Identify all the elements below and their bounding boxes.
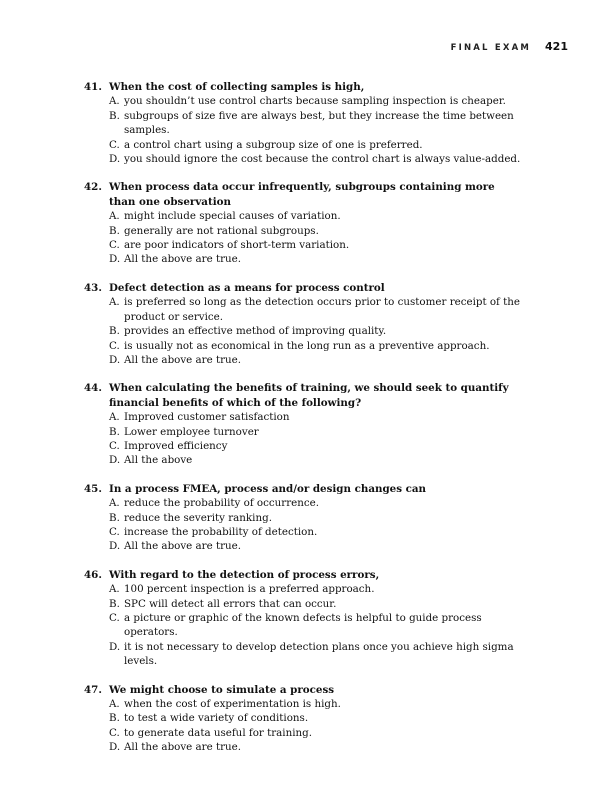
option-label: A.	[109, 583, 120, 596]
answer-options	[109, 209, 524, 267]
answer-option-d	[109, 252, 524, 266]
option-label: C.	[109, 339, 120, 352]
option-label: A.	[109, 296, 120, 309]
answer-option-c	[109, 138, 524, 152]
option-label: C.	[109, 525, 120, 538]
answer-option-a	[109, 410, 524, 424]
option-label: A.	[109, 210, 120, 223]
option-text: reduce the severity ranking.	[124, 511, 272, 524]
answer-options	[109, 295, 524, 367]
option-label: D.	[109, 640, 121, 653]
answer-option-c	[109, 238, 524, 252]
option-label: C.	[109, 726, 120, 739]
section-title: FINAL EXAM	[450, 43, 532, 53]
question-text: When the cost of collecting samples is high,	[109, 81, 365, 93]
question-44	[84, 381, 524, 467]
option-text: to test a wide variety of conditions.	[124, 712, 309, 725]
question-number: 42.	[84, 181, 102, 194]
option-text: a control chart using a subgroup size of one is preferred.	[124, 138, 423, 151]
option-label: D.	[109, 253, 121, 266]
answer-option-c	[109, 525, 524, 539]
question-stem	[84, 381, 524, 410]
question-41	[84, 80, 524, 166]
option-text: 100 percent inspection is a preferred approach.	[124, 583, 375, 596]
option-label: A.	[109, 95, 120, 108]
question-number: 43.	[84, 281, 102, 294]
answer-option-c	[109, 339, 524, 353]
option-text: is usually not as economical in the long run as a preventive approach.	[124, 339, 490, 352]
option-text: a picture or graphic of the known defects is helpful to guide process operators.	[124, 612, 482, 639]
option-label: B.	[109, 597, 120, 610]
option-text: generally are not rational subgroups.	[124, 224, 319, 237]
question-text: When calculating the benefits of training, we should seek to quantify financial benefits of which of the following?	[109, 382, 509, 409]
answer-options	[109, 582, 524, 668]
answer-option-b	[109, 711, 524, 725]
option-text: reduce the probability of occurrence.	[124, 497, 320, 510]
option-label: C.	[109, 138, 120, 151]
option-text: increase the probability of detection.	[124, 525, 318, 538]
option-text: when the cost of experimentation is high.	[124, 698, 341, 711]
answer-option-b	[109, 224, 524, 238]
answer-option-a	[109, 496, 524, 510]
answer-option-a	[109, 209, 524, 223]
question-stem	[84, 568, 524, 582]
question-45	[84, 482, 524, 554]
option-text: All the above	[124, 454, 193, 467]
answer-option-d	[109, 353, 524, 367]
option-label: C.	[109, 612, 120, 624]
option-label: C.	[109, 239, 120, 252]
option-label: D.	[109, 153, 121, 166]
option-label: B.	[109, 712, 120, 725]
question-46	[84, 568, 524, 669]
question-stem	[84, 281, 524, 295]
question-stem	[84, 482, 524, 496]
option-label: D.	[109, 540, 121, 553]
option-text: All the above are true.	[124, 540, 242, 553]
answer-option-b	[109, 109, 524, 138]
answer-option-b	[109, 511, 524, 525]
answer-option-c	[109, 439, 524, 453]
answer-option-c	[109, 611, 524, 640]
answer-options	[109, 410, 524, 468]
answer-option-c	[109, 726, 524, 740]
question-text: Defect detection as a means for process control	[109, 281, 385, 294]
answer-option-a	[109, 582, 524, 596]
running-header	[451, 40, 568, 53]
option-label: A.	[109, 411, 120, 424]
option-text: are poor indicators of short-term variation.	[124, 239, 350, 252]
question-text: With regard to the detection of process errors,	[109, 568, 380, 581]
option-label: C.	[109, 439, 120, 452]
answer-option-a	[109, 697, 524, 711]
answer-options	[109, 496, 524, 554]
option-text: All the above are true.	[124, 353, 242, 366]
option-text: Improved customer satisfaction	[124, 411, 290, 424]
option-label: B.	[109, 511, 120, 524]
question-text: When process data occur infrequently, subgroups containing more than one observation	[109, 181, 495, 208]
option-text: you shouldn’t use control charts because sampling inspection is cheaper.	[124, 95, 506, 108]
question-43	[84, 281, 524, 367]
option-text: All the above are true.	[124, 253, 242, 266]
question-47	[84, 683, 524, 755]
question-text: We might choose to simulate a process	[109, 683, 335, 696]
option-label: B.	[109, 325, 120, 338]
option-label: B.	[109, 425, 120, 438]
question-number: 47.	[84, 683, 102, 696]
question-stem	[84, 180, 524, 209]
option-label: A.	[109, 497, 120, 510]
question-number: 41.	[84, 81, 102, 93]
question-text: In a process FMEA, process and/or design changes can	[109, 482, 427, 495]
option-label: B.	[109, 109, 120, 122]
option-text: provides an effective method of improving quality.	[124, 325, 387, 338]
question-number: 46.	[84, 568, 102, 581]
option-label: A.	[109, 698, 120, 711]
question-stem	[84, 683, 524, 697]
option-text: to generate data useful for training.	[124, 726, 313, 739]
answer-option-b	[109, 425, 524, 439]
option-text: it is not necessary to develop detection plans once you achieve high sigma levels.	[124, 640, 514, 668]
option-text: is preferred so long as the detection occurs prior to customer receipt of the product or service.	[124, 296, 521, 323]
question-stem	[84, 80, 524, 94]
answer-option-a	[109, 295, 524, 324]
answer-options	[109, 697, 524, 755]
option-label: B.	[109, 224, 120, 237]
answer-option-b	[109, 597, 524, 611]
option-text: Improved efficiency	[124, 439, 228, 452]
answer-option-a	[109, 94, 524, 108]
question-42	[84, 180, 524, 266]
option-text: subgroups of size five are always best, but they increase the time between samples.	[124, 109, 514, 137]
page-number: 421	[545, 40, 568, 53]
answer-options	[109, 94, 524, 166]
option-text: All the above are true.	[124, 741, 242, 754]
option-text: might include special causes of variation.	[124, 210, 341, 223]
answer-option-d	[109, 453, 524, 467]
answer-option-d	[109, 640, 524, 669]
question-number: 44.	[84, 382, 102, 395]
answer-option-d	[109, 740, 524, 754]
option-label: D.	[109, 741, 121, 754]
option-label: D.	[109, 454, 121, 467]
option-text: Lower employee turnover	[124, 425, 259, 438]
answer-option-b	[109, 324, 524, 338]
option-text: SPC will detect all errors that can occur.	[124, 597, 337, 610]
question-number: 45.	[84, 482, 102, 495]
option-label: D.	[109, 353, 121, 366]
answer-option-d	[109, 539, 524, 553]
option-text: you should ignore the cost because the control chart is always value-added.	[124, 153, 521, 166]
question-list	[84, 80, 524, 769]
answer-option-d	[109, 152, 524, 166]
